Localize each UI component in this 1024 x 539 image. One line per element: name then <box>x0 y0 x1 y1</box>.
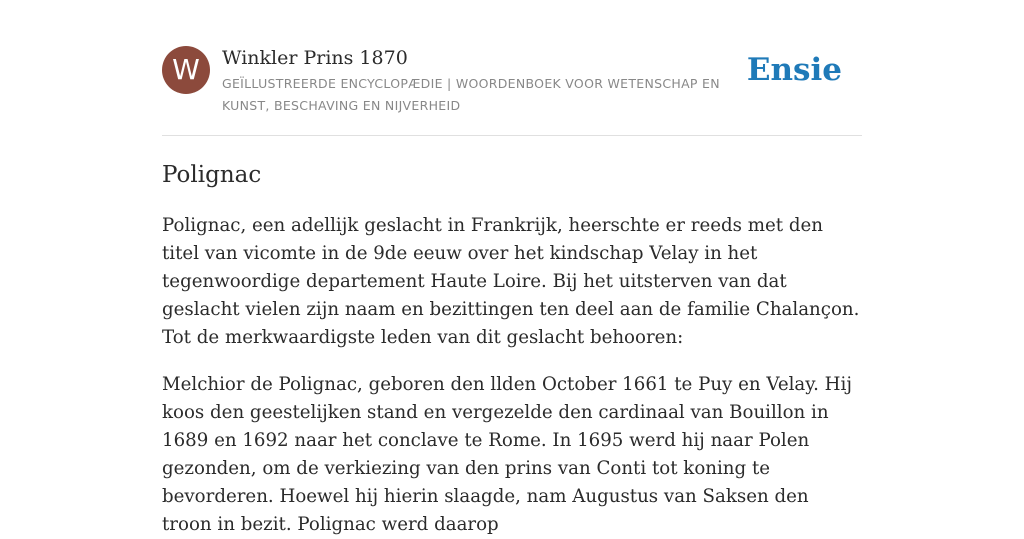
article-paragraph: Melchior de Polignac, geboren den llden October 1661 te Puy en Velay. Hij koos den geestelijken stand en vergezelde den cardinaal van Bouillon in 1689 en 1692 naar het conclave te Rome. In 1695 werd hij naar Polen gezonden, om de verkiezing van den prins van Conti tot koning te bevorderen. Hoewel hij hierin slaagde, nam Augustus van Saksen den troon in bezit. Polignac werd daarop <box>162 374 852 535</box>
article <box>162 158 862 539</box>
ensie-logo[interactable]: Ensie <box>746 52 842 88</box>
book-title[interactable]: Winkler Prins 1870 <box>222 47 408 69</box>
header-divider <box>162 135 862 136</box>
book-subtitle: GEÏLLUSTREERDE ENCYCLOPÆDIE | WOORDENBOEK VOOR WETENSCHAP EN KUNST, BESCHAVING EN NIJVERHEID <box>222 76 720 113</box>
article-title: Polignac <box>162 162 262 188</box>
book-avatar[interactable]: W <box>162 46 210 94</box>
article-paragraph: Polignac, een adellijk geslacht in Frankrijk, heerschte er reeds met den titel van vicomte in de 9de eeuw over het kindschap Velay in het tegenwoordige departement Haute Loire. Bij het uitsterven van dat geslacht vielen zijn naam en bezittingen ten deel aan de familie Chalançon. Tot de merkwaardigste leden van dit geslacht behooren: <box>162 215 860 348</box>
